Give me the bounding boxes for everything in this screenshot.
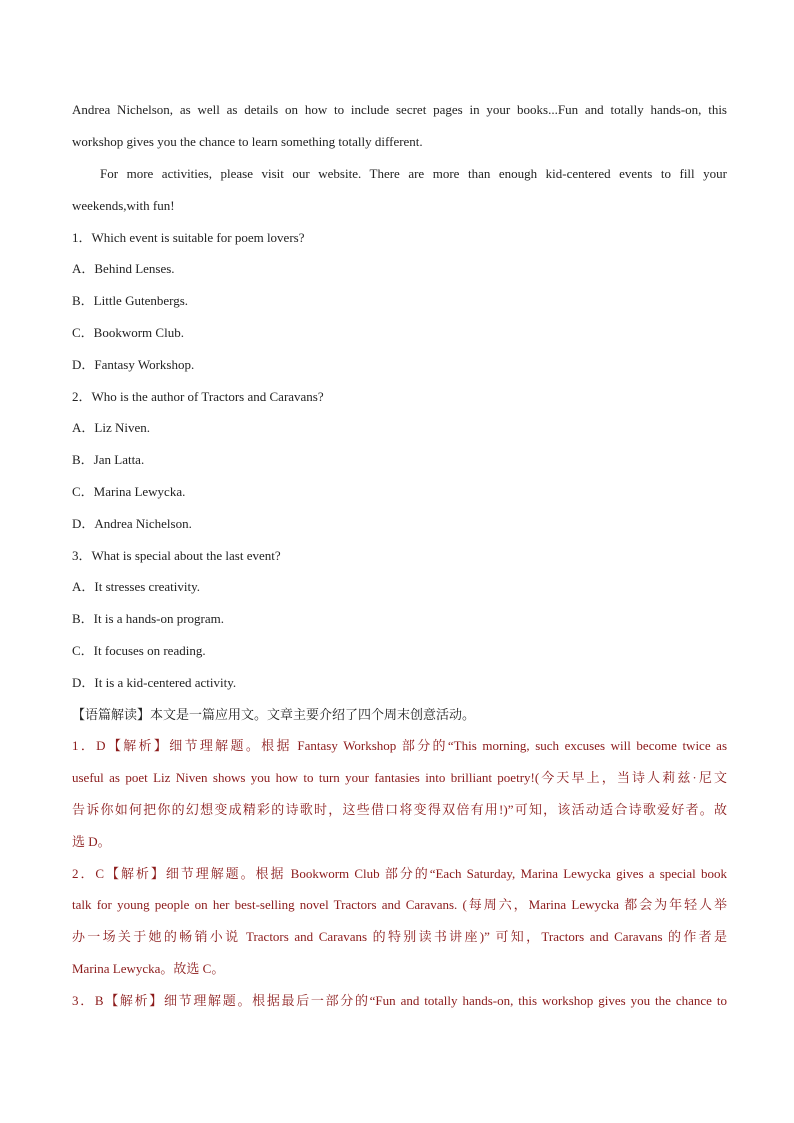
passage-line-2: workshop gives you the chance to learn something totally different.	[72, 134, 423, 149]
passage-line-1: Andrea Nichelson, as well as details on how to include secret pages in your books...Fun and totally hands-on, this	[72, 102, 727, 117]
answer-2-line-4: Marina Lewycka。故选 C。	[72, 961, 225, 976]
answer-3-line-1: 3．B【解析】细节理解题。根据最后一部分的“Fun and totally hands-on, this workshop gives you the chance to	[72, 993, 727, 1008]
question-3-option-c: C．It focuses on reading.	[72, 643, 206, 658]
question-1-option-a: A．Behind Lenses.	[72, 261, 175, 276]
question-2-stem: 2．Who is the author of Tractors and Caravans?	[72, 389, 324, 404]
question-2-option-b: B．Jan Latta.	[72, 452, 145, 467]
passage-line-4: weekends,with fun!	[72, 198, 175, 213]
question-3-option-a: A．It stresses creativity.	[72, 579, 201, 594]
answer-2-line-1: 2．C【解析】细节理解题。根据 Bookworm Club 部分的“Each Saturday, Marina Lewycka gives a special book	[72, 866, 727, 881]
question-1-option-b: B．Little Gutenbergs.	[72, 293, 189, 308]
passage-line-3: For more activities, please visit our website. There are more than enough kid-centered events to fill your	[100, 166, 727, 181]
question-3-option-b: B．It is a hands-on program.	[72, 611, 225, 626]
answer-2-line-2: talk for young people on her best-selling novel Tractors and Caravans. (每周六，Marina Lewycka 都会为年轻人举	[72, 897, 727, 912]
question-1-stem: 1．Which event is suitable for poem lovers?	[72, 230, 305, 245]
answer-2-line-3: 办一场关于她的畅销小说 Tractors and Caravans 的特别读书讲座)” 可知，Tractors and Caravans 的作者是	[72, 929, 727, 944]
answer-1-line-1: 1．D【解析】细节理解题。根据 Fantasy Workshop 部分的“This morning, such excuses will become twice as	[72, 738, 727, 753]
answer-1-line-2: useful as poet Liz Niven shows you how to turn your fantasies into brilliant poetry!(今天早上，当诗人莉兹·尼文	[72, 770, 727, 785]
question-1-option-d: D．Fantasy Workshop.	[72, 357, 195, 372]
analysis-intro: 【语篇解读】本文是一篇应用文。文章主要介绍了四个周末创意活动。	[72, 707, 476, 722]
question-3-option-d: D．It is a kid-centered activity.	[72, 675, 237, 690]
question-1-option-c: C．Bookworm Club.	[72, 325, 184, 340]
answer-1-line-4: 选 D。	[72, 834, 111, 849]
question-3-stem: 3．What is special about the last event?	[72, 548, 281, 563]
question-2-option-d: D．Andrea Nichelson.	[72, 516, 192, 531]
question-2-option-c: C．Marina Lewycka.	[72, 484, 186, 499]
answer-1-line-3: 告诉你如何把你的幻想变成精彩的诗歌时，这些借口将变得双倍有用!)”可知，该活动适合诗歌爱好者。故	[72, 802, 727, 817]
question-2-option-a: A．Liz Niven.	[72, 420, 150, 435]
